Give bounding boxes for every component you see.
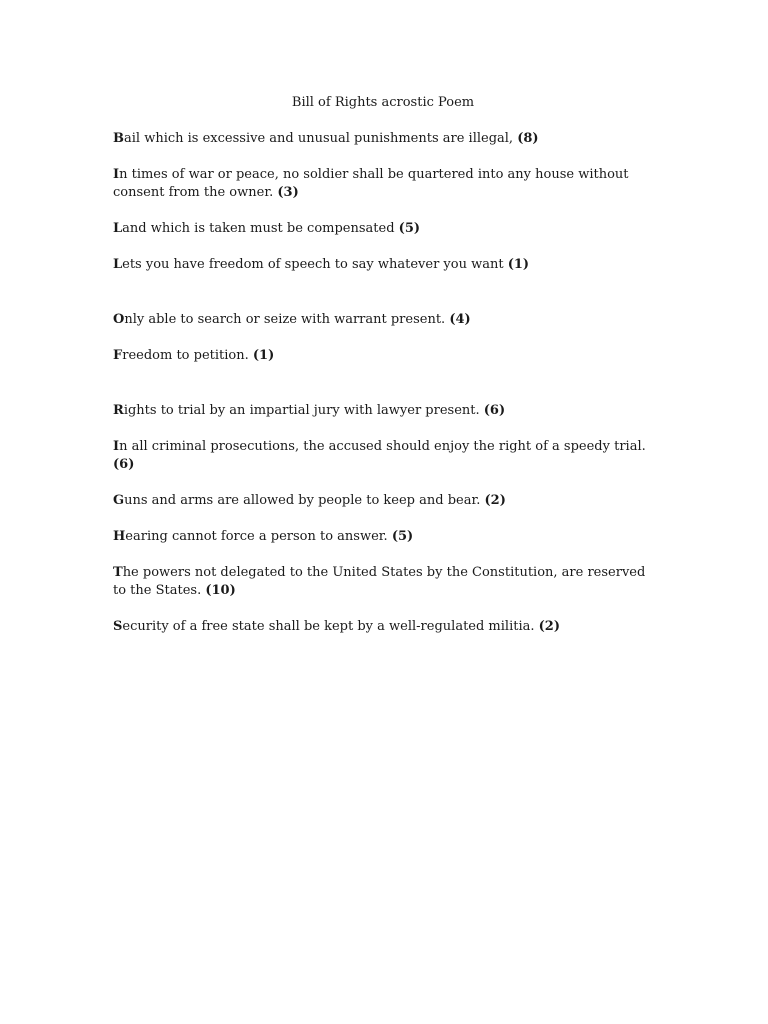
line-text: ail which is excessive and unusual punishments are illegal,: [124, 131, 518, 146]
amendment-number: (10): [205, 583, 236, 598]
amendment-number: (6): [483, 403, 506, 418]
line-initial: S: [113, 619, 123, 634]
poem-line-l: [113, 256, 658, 274]
amendment-number: (2): [538, 619, 560, 634]
line-text: ets you have freedom of speech to say whatever you want: [122, 257, 508, 272]
amendment-number: (8): [517, 131, 539, 146]
poem-line-i: [113, 438, 658, 474]
line-text: earing cannot force a person to answer.: [125, 529, 392, 544]
line-text: uns and arms are allowed by people to keep and bear.: [124, 493, 485, 508]
line-initial: T: [113, 565, 123, 580]
line-text: n times of war or peace, no soldier shall be quartered into any house without consent from the owner.: [113, 167, 629, 200]
line-initial: L: [113, 221, 123, 236]
line-text: ecurity of a free state shall be kept by a well-regulated militia.: [122, 619, 539, 634]
amendment-number: (2): [484, 493, 506, 508]
line-text: and which is taken must be compensated: [122, 221, 399, 236]
line-text: nly able to search or seize with warrant present.: [124, 312, 450, 327]
line-initial: O: [113, 312, 125, 327]
poem-line-l: [113, 220, 658, 238]
poem-line-b: [113, 130, 658, 148]
poem-line-i: [113, 166, 658, 202]
poem-line-h: [113, 528, 658, 546]
line-initial: I: [113, 167, 120, 182]
poem-lines: [113, 130, 658, 636]
amendment-number: (5): [391, 529, 414, 544]
amendment-number: (3): [277, 185, 299, 200]
line-initial: L: [113, 257, 123, 272]
poem-line-g: [113, 492, 658, 510]
line-initial: I: [113, 439, 120, 454]
line-text: ights to trial by an impartial jury with lawyer present.: [123, 403, 484, 418]
poem-line-t: [113, 564, 658, 600]
line-initial: H: [113, 529, 126, 544]
line-initial: R: [113, 403, 124, 418]
poem-line-s: [113, 618, 658, 636]
line-initial: B: [113, 131, 124, 146]
amendment-number: (6): [113, 457, 135, 472]
poem-line-o: [113, 311, 658, 329]
poem-line-r: [113, 402, 658, 420]
line-text: reedom to petition.: [122, 348, 253, 363]
poem-line-f: [113, 347, 658, 365]
line-text: n all criminal prosecutions, the accused should enjoy the right of a speedy trial.: [119, 439, 646, 454]
line-initial: G: [113, 493, 125, 508]
amendment-number: (1): [252, 348, 275, 363]
amendment-number: (4): [449, 312, 471, 327]
page-title: Bill of Rights acrostic Poem: [291, 95, 475, 110]
amendment-number: (1): [507, 257, 530, 272]
line-text: he powers not delegated to the United States by the Constitution, are reserved to the States.: [113, 565, 646, 598]
amendment-number: (5): [398, 221, 421, 236]
line-initial: F: [113, 348, 123, 363]
